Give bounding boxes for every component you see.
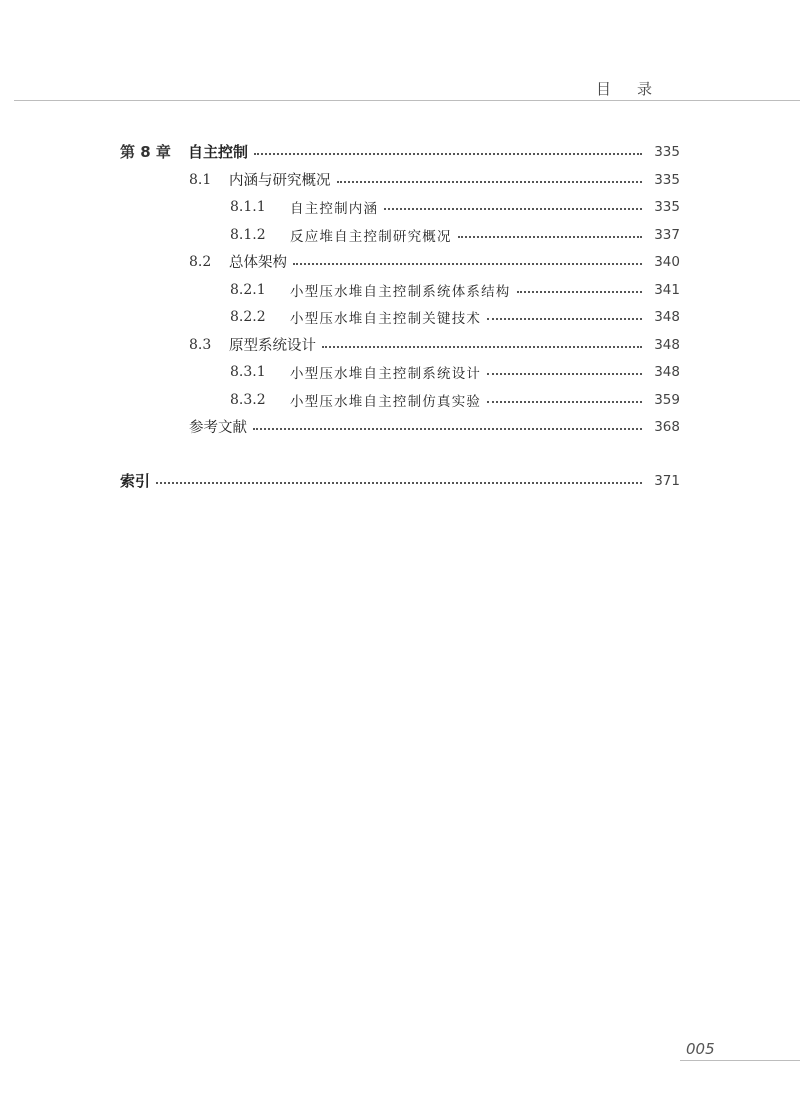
toc-number: 8.1.1 xyxy=(230,198,266,215)
dot-leader xyxy=(337,181,643,183)
toc-entry-8-2[interactable] xyxy=(0,248,800,275)
toc-page-number: 348 xyxy=(654,336,680,353)
toc-entry-8-3-2[interactable] xyxy=(0,386,800,413)
dot-leader xyxy=(293,263,642,265)
toc-title: 小型压水堆自主控制仿真实验 xyxy=(290,393,482,410)
toc-page-number: 371 xyxy=(654,472,680,489)
toc-entry-chapter-8[interactable] xyxy=(0,138,800,165)
toc-number: 8.3.1 xyxy=(230,363,266,380)
toc-entry-references[interactable] xyxy=(0,413,800,440)
toc-title: 自主控制内涵 xyxy=(290,200,379,217)
toc-number: 8.1.2 xyxy=(230,226,266,243)
toc-page-number: 335 xyxy=(654,171,680,188)
toc-title: 小型压水堆自主控制系统设计 xyxy=(290,365,482,382)
toc-number: 8.3.2 xyxy=(230,391,266,408)
dot-leader xyxy=(156,482,642,484)
toc-entry-8-2-2[interactable] xyxy=(0,303,800,330)
toc-title: 原型系统设计 xyxy=(229,338,316,354)
toc-page-number: 335 xyxy=(654,143,680,160)
dot-leader xyxy=(487,318,642,320)
toc-page-number: 337 xyxy=(654,226,680,243)
toc-entry-8-1-1[interactable] xyxy=(0,193,800,220)
toc-entry-8-3-1[interactable] xyxy=(0,358,800,385)
toc-entry-8-2-1[interactable] xyxy=(0,276,800,303)
toc-entry-8-3[interactable] xyxy=(0,331,800,358)
toc-page-number: 335 xyxy=(654,198,680,215)
dot-leader xyxy=(254,153,642,155)
toc-title: 反应堆自主控制研究概况 xyxy=(290,228,452,245)
toc-number: 8.2.2 xyxy=(230,308,266,325)
toc-title: 自主控制 xyxy=(188,143,249,161)
toc-page-number: 359 xyxy=(654,391,680,408)
dot-leader xyxy=(487,373,642,375)
toc-title: 内涵与研究概况 xyxy=(229,173,331,189)
toc-number: 第 8 章 xyxy=(120,143,171,161)
toc-page-number: 341 xyxy=(654,281,680,298)
toc-title: 总体架构 xyxy=(229,255,287,271)
dot-leader xyxy=(517,291,643,293)
toc-number: 8.2.1 xyxy=(230,281,266,298)
toc-page-number: 368 xyxy=(654,418,680,435)
dot-leader xyxy=(487,401,642,403)
dot-leader xyxy=(384,208,642,210)
dot-leader xyxy=(458,236,642,238)
toc-entry-8-1-2[interactable] xyxy=(0,221,800,248)
toc-page-number: 348 xyxy=(654,308,680,325)
toc-number: 8.1 xyxy=(189,171,212,188)
page-number: 005 xyxy=(686,1040,715,1058)
toc-page-number: 340 xyxy=(654,253,680,270)
toc-title: 参考文献 xyxy=(189,420,247,436)
footer-rule xyxy=(680,1060,800,1061)
toc-entry-index[interactable] xyxy=(0,467,800,494)
toc-number: 8.3 xyxy=(189,336,212,353)
toc-title: 索引 xyxy=(120,472,151,490)
dot-leader xyxy=(322,346,642,348)
toc-title: 小型压水堆自主控制关键技术 xyxy=(290,310,482,327)
toc-entry-8-1[interactable] xyxy=(0,166,800,193)
toc-number: 8.2 xyxy=(189,253,212,270)
toc-title: 小型压水堆自主控制系统体系结构 xyxy=(290,283,511,300)
toc-page-number: 348 xyxy=(654,363,680,380)
running-header: 目录 xyxy=(595,80,678,98)
header-rule xyxy=(14,100,800,101)
dot-leader xyxy=(253,428,642,430)
